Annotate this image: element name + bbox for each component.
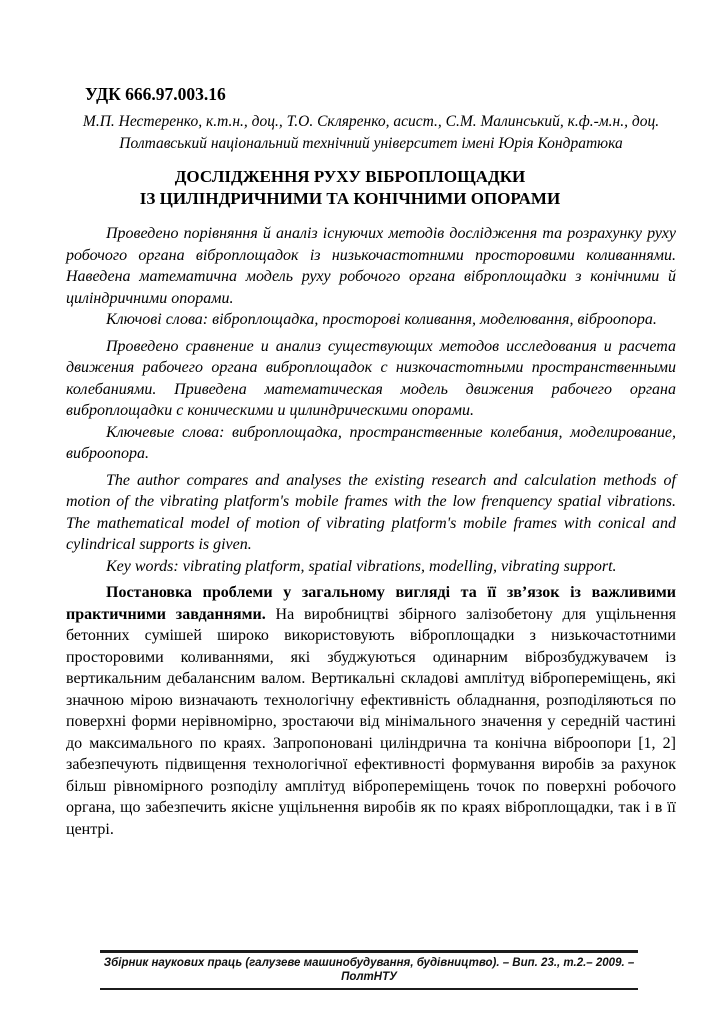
problem-statement-section <box>66 582 676 840</box>
page-content <box>66 83 676 840</box>
journal-footer-text: Збірник наукових праць (галузеве машинобудування, будівництво). – Вип. 23., т.2.– 2009. – ПолтНТУ <box>103 957 635 983</box>
abstract-ukrainian-text: Проведено порівняння й аналіз існуючих методів дослідження та розрахунку руху робочого органа віброплощадок із низькочастотними просторовими коливаннями. Наведена математична модель руху робочого органа віброплощадки з конічними й циліндричними опорами. <box>66 225 676 307</box>
abstract-ukrainian <box>66 223 676 331</box>
paper-title <box>66 166 676 210</box>
abstract-english-keywords: Key words: vibrating platform, spatial vibrations, modelling, vibrating support. <box>106 557 617 575</box>
problem-statement-heading: Постановка проблеми у загальному вигляді та її зв’язок із важливими практичними завданнями. <box>66 584 676 623</box>
abstract-ukrainian-keywords: Ключові слова: віброплощадка, просторові коливання, моделювання, віброопора. <box>106 311 657 328</box>
affiliation-line: Полтавський національний технічний університет імені Юрія Кондратюка <box>119 135 623 152</box>
paper-title-line-2: ІЗ ЦИЛІНДРИЧНИМИ ТА КОНІЧНИМИ ОПОРАМИ <box>139 189 561 208</box>
problem-statement-paragraph <box>66 582 676 840</box>
byline-block <box>66 111 676 155</box>
journal-footer <box>100 950 638 990</box>
abstract-russian-keywords: Ключевые слова: виброплощадка, пространственные колебания, моделирование, виброопора. <box>66 423 676 462</box>
abstract-russian-text: Проведено сравнение и анализ существующих методов исследования и расчета движения рабочего органа виброплощадок с низкочастотными пространственными колебаниями. Приведена математическая модель движения рабочего органа виброплощадки с коническими и цилиндрическими опорами. <box>66 337 676 419</box>
udc-code: УДК 666.97.003.16 <box>85 84 226 104</box>
abstract-russian <box>66 336 676 465</box>
authors-line: М.П. Нестеренко, к.т.н., доц., Т.О. Скляренко, асист., С.М. Малинський, к.ф.-м.н., доц. <box>82 113 660 130</box>
paper-title-line-1: ДОСЛІДЖЕННЯ РУХУ ВІБРОПЛОЩАДКИ <box>174 167 526 186</box>
problem-statement-text: На виробництві збірного залізобетону для ущільнення бетонних сумішей широко використовують віброплощадки з низькочастотними просторовими коливаннями, які збуджуються одинарним віброзбуджувачем із вертикальним дебалансним валом. Вертикальні складові амплітуд вібропереміщень, які значною мірою визначають технологічну ефективність обладнання, розподіляються по поверхні форми нерівномірно, зростаючи від мінімального значення у середній частині до максимального по краях. Запропоновані циліндрична та конічна віброопори [1, 2] забезпечують підвищення технологічної ефективності формування виробів за рахунок більш рівномірного розподілу амплітуд вібропереміщень точок по поверхні робочого органа, що забезпечить якісне ущільнення виробів як по краях віброплощадки, так і в її центрі. <box>66 605 677 838</box>
abstract-english-text: The author compares and analyses the existing research and calculation methods of motion of the vibrating platform's mobile frames with the low frenquency spatial vibrations. The mathematical model of motion of vibrating platform's mobile frames with conical and cylindrical supports is given. <box>66 471 676 553</box>
abstract-english <box>66 470 676 578</box>
